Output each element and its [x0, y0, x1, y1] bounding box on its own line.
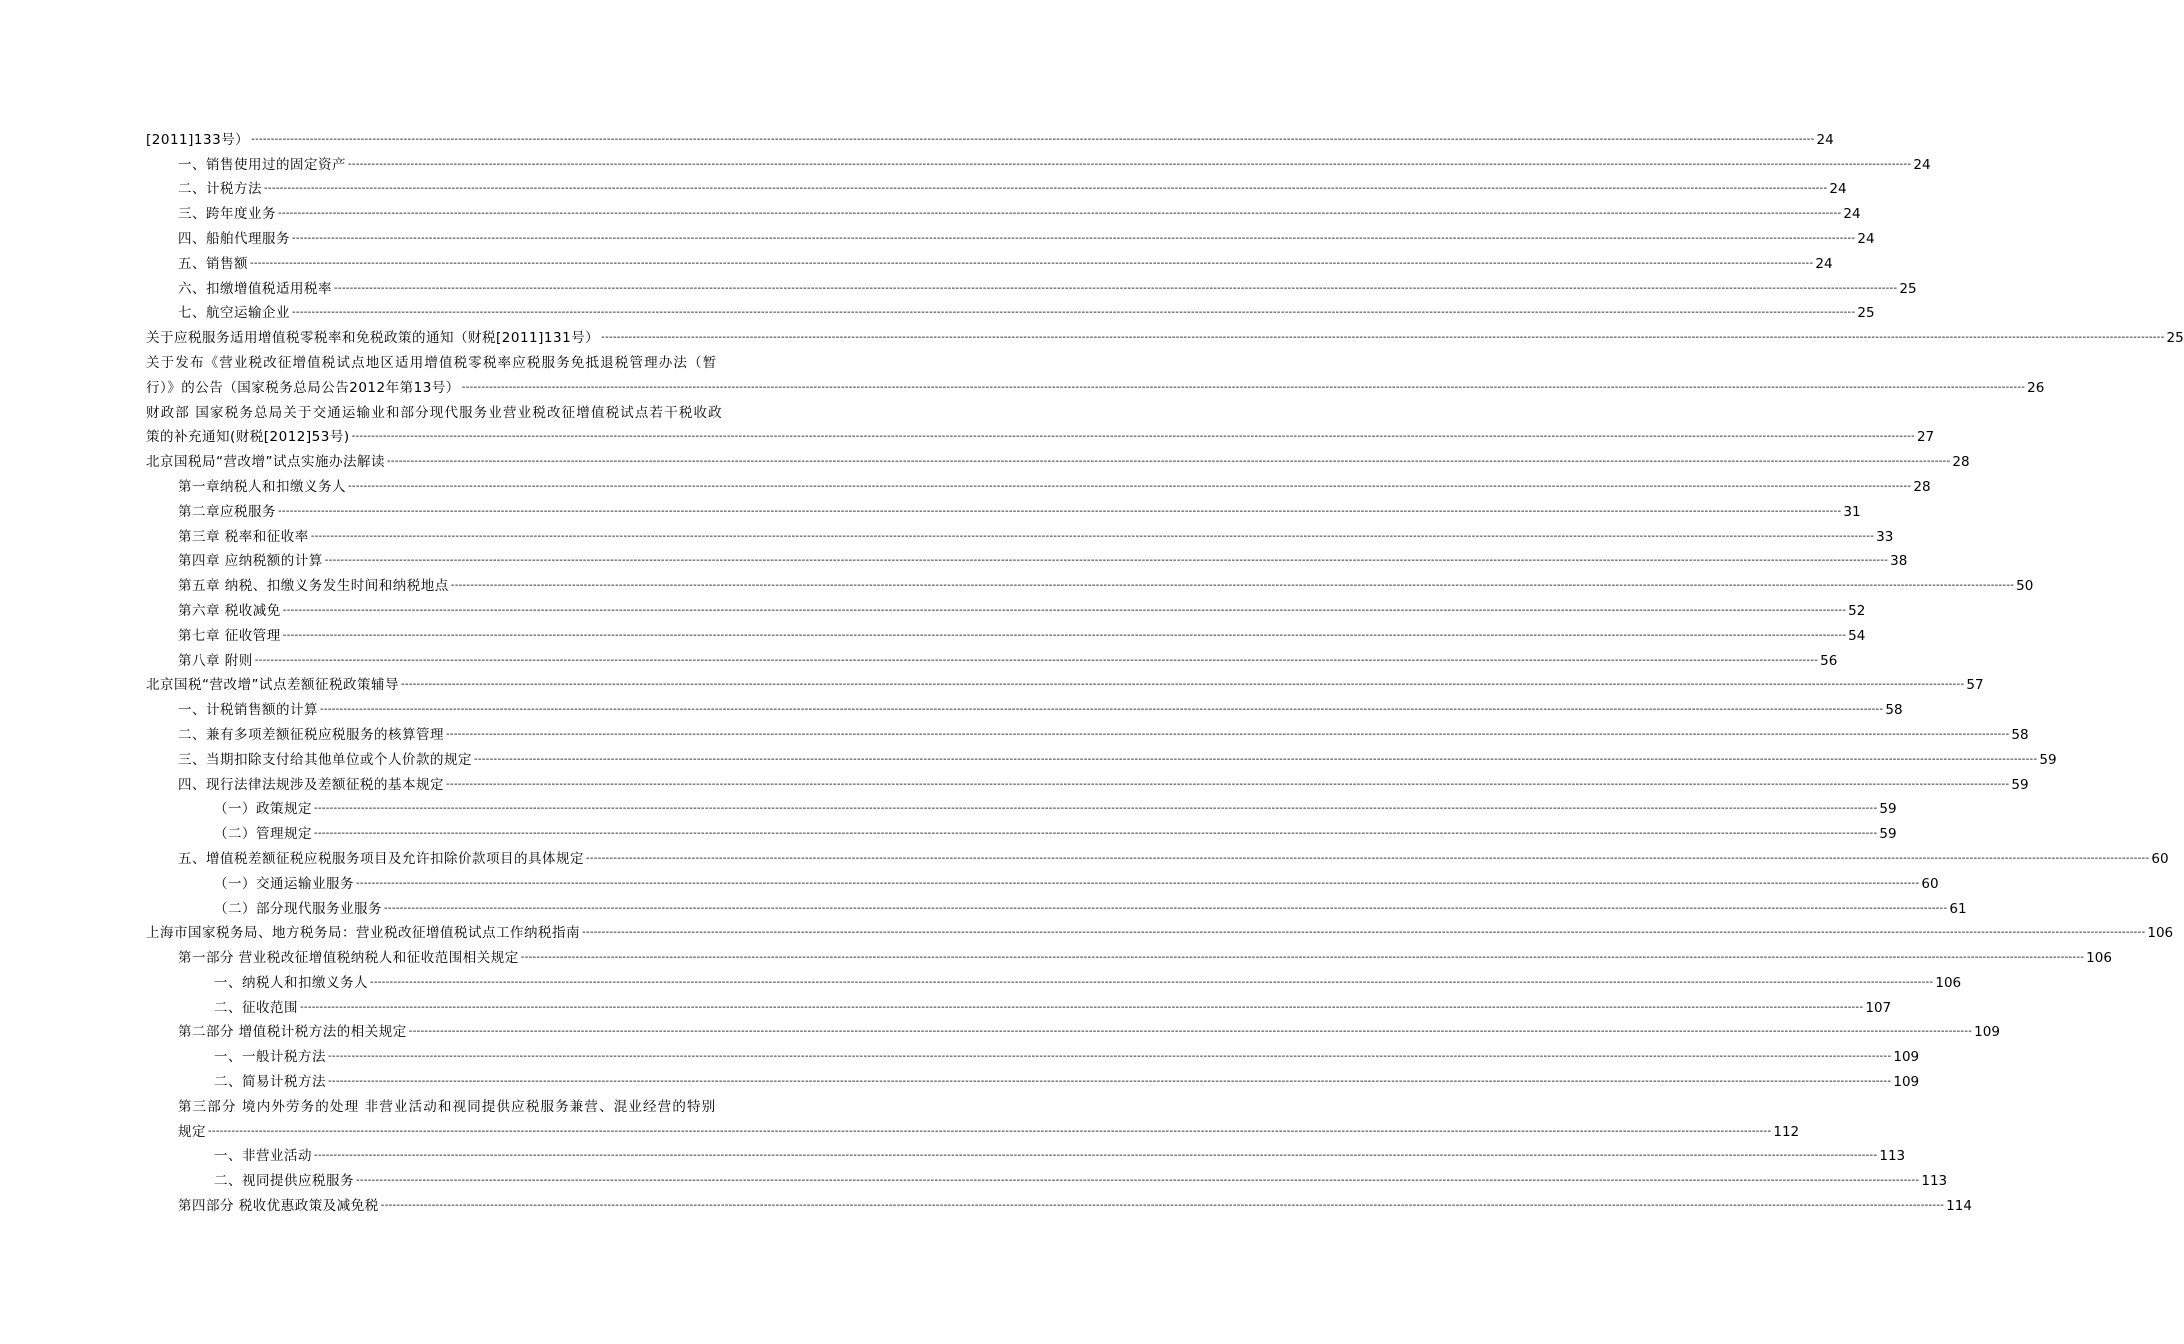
toc-page-number: 27 [1916, 429, 1935, 446]
toc-entry-title: 七、航空运输企业 [178, 305, 290, 322]
toc-page-number: 60 [1921, 875, 1939, 892]
toc-entry[interactable] [0, 570, 2034, 595]
toc-entry-title: 第四章 应纳税额的计算 [178, 553, 323, 570]
toc-entry[interactable] [0, 124, 1834, 149]
toc-page-number: 59 [2039, 751, 2057, 768]
toc-entry[interactable] [0, 397, 1935, 447]
dot-leader: ---------------------------------------------------------------------------------------------------------------------------------------------------------------------------------------------------------------------------------------------------------------------------------------------------------------------------------------------------------------------------------------------------------------- [320, 704, 1884, 716]
dot-leader: ---------------------------------------------------------------------------------------------------------------------------------------------------------------------------------------------------------------------------------------------------------------------------------------------------------------------------------------------------------------------------------------------------------------- [370, 976, 1934, 988]
toc-entry-title: 二、简易计税方法 [214, 1074, 326, 1091]
toc-entry[interactable] [0, 769, 2029, 794]
toc-entry-title: （二）部分现代服务业服务 [214, 900, 382, 917]
toc-entry-title: 四、船舶代理服务 [178, 230, 290, 247]
toc-entry[interactable] [0, 1190, 1972, 1215]
toc-page-number: 24 [1815, 255, 1833, 272]
toc-entry-title: 第四部分 税收优惠政策及减免税 [178, 1198, 379, 1215]
toc-page-number: 106 [2086, 950, 2112, 967]
toc-page-number: 24 [1857, 230, 1875, 247]
dot-leader: ---------------------------------------------------------------------------------------------------------------------------------------------------------------------------------------------------------------------------------------------------------------------------------------------------------------------------------------------------------------------------------------------------------------- [208, 1125, 1772, 1137]
toc-page-number: 50 [2016, 578, 2034, 595]
dot-leader: ---------------------------------------------------------------------------------------------------------------------------------------------------------------------------------------------------------------------------------------------------------------------------------------------------------------------------------------------------------------------------------------------------------------- [254, 654, 1819, 666]
toc-entry[interactable] [0, 893, 1967, 918]
toc-entry[interactable] [0, 273, 1917, 298]
toc-entry-title: 六、扣缴增值税适用税率 [178, 280, 332, 297]
toc-entry[interactable] [0, 967, 1962, 992]
toc-entry[interactable] [0, 719, 2029, 744]
toc-entry[interactable] [0, 198, 1861, 223]
dot-leader: ---------------------------------------------------------------------------------------------------------------------------------------------------------------------------------------------------------------------------------------------------------------------------------------------------------------------------------------------------------------------------------------------------------------- [292, 307, 1856, 319]
dot-leader: ---------------------------------------------------------------------------------------------------------------------------------------------------------------------------------------------------------------------------------------------------------------------------------------------------------------------------------------------------------------------------------------------------------------- [446, 778, 2010, 790]
toc-entry-title: 一、计税销售额的计算 [178, 702, 318, 719]
toc-page-number: 106 [1935, 974, 1962, 991]
toc-entry-title: 规定 [178, 1123, 206, 1140]
toc-entry[interactable] [0, 521, 1894, 546]
toc-page-number: 24 [1816, 131, 1834, 148]
toc-entry[interactable] [0, 645, 1838, 670]
dot-leader: ---------------------------------------------------------------------------------------------------------------------------------------------------------------------------------------------------------------------------------------------------------------------------------------------------------------------------------------------------------------------------------------------------------------- [328, 1051, 1892, 1063]
toc-entry[interactable] [0, 818, 1897, 843]
toc-page-number: 61 [1949, 900, 1967, 917]
toc-entry[interactable] [0, 347, 2045, 397]
toc-page-number: 109 [1893, 1049, 1920, 1066]
toc-entry-title: 五、销售额 [178, 255, 248, 272]
toc-entry-title: 第一章纳税人和扣缴义务人 [178, 478, 346, 495]
dot-leader: ---------------------------------------------------------------------------------------------------------------------------------------------------------------------------------------------------------------------------------------------------------------------------------------------------------------------------------------------------------------------------------------------------------------- [356, 1175, 1920, 1187]
dot-leader: ---------------------------------------------------------------------------------------------------------------------------------------------------------------------------------------------------------------------------------------------------------------------------------------------------------------------------------------------------------------------------------------------------------------- [314, 1150, 1878, 1162]
dot-leader: ---------------------------------------------------------------------------------------------------------------------------------------------------------------------------------------------------------------------------------------------------------------------------------------------------------------------------------------------------------------------------------------------------------------- [582, 927, 2146, 939]
toc-page-number: 107 [1865, 999, 1892, 1016]
dot-leader: ---------------------------------------------------------------------------------------------------------------------------------------------------------------------------------------------------------------------------------------------------------------------------------------------------------------------------------------------------------------------------------------------------------------- [292, 232, 1856, 244]
dot-leader: ---------------------------------------------------------------------------------------------------------------------------------------------------------------------------------------------------------------------------------------------------------------------------------------------------------------------------------------------------------------------------------------------------------------- [461, 381, 2026, 393]
dot-leader: ---------------------------------------------------------------------------------------------------------------------------------------------------------------------------------------------------------------------------------------------------------------------------------------------------------------------------------------------------------------------------------------------------------------- [300, 1001, 1864, 1013]
toc-page-number: 24 [1913, 156, 1931, 173]
toc-entry[interactable] [0, 1091, 1800, 1141]
toc-page-number: 58 [1885, 702, 1903, 719]
toc-entry-title: 财政部 国家税务总局关于交通运输业和部分现代服务业营业税改征增值税试点若干税收政 [146, 404, 723, 421]
toc-entry[interactable] [0, 1041, 1920, 1066]
toc-page-number: 28 [1952, 454, 1970, 471]
toc-entry[interactable] [0, 595, 1866, 620]
toc-page-number: 57 [1966, 677, 1984, 694]
toc-page-number: 33 [1876, 528, 1894, 545]
toc-entry[interactable] [0, 843, 2169, 868]
dot-leader: ---------------------------------------------------------------------------------------------------------------------------------------------------------------------------------------------------------------------------------------------------------------------------------------------------------------------------------------------------------------------------------------------------------------- [348, 158, 1912, 170]
toc-entry[interactable] [0, 670, 1984, 695]
dot-leader: ---------------------------------------------------------------------------------------------------------------------------------------------------------------------------------------------------------------------------------------------------------------------------------------------------------------------------------------------------------------------------------------------------------------- [251, 133, 1815, 145]
toc-entry-title: 一、一般计税方法 [214, 1049, 326, 1066]
toc-entry-title: 三、当期扣除支付给其他单位或个人价款的规定 [178, 751, 472, 768]
toc-page-number: 109 [1893, 1074, 1920, 1091]
toc-entry[interactable] [0, 546, 1908, 571]
toc-entry-title: 北京国税“营改增”试点差额征税政策辅导 [146, 677, 399, 694]
dot-leader: ---------------------------------------------------------------------------------------------------------------------------------------------------------------------------------------------------------------------------------------------------------------------------------------------------------------------------------------------------------------------------------------------------------------- [328, 1076, 1892, 1088]
dot-leader: ---------------------------------------------------------------------------------------------------------------------------------------------------------------------------------------------------------------------------------------------------------------------------------------------------------------------------------------------------------------------------------------------------------------- [324, 555, 1889, 567]
toc-entry-title: 行）》的公告（国家税务总局公告2012年第13号） [146, 379, 460, 396]
toc-entry-title: 第三部分 境内外劳务的处理 非营业活动和视同提供应税服务兼营、混业经营的特别 [178, 1098, 717, 1115]
toc-entry-title: 二、兼有多项差额征税应税服务的核算管理 [178, 726, 444, 743]
dot-leader: ---------------------------------------------------------------------------------------------------------------------------------------------------------------------------------------------------------------------------------------------------------------------------------------------------------------------------------------------------------------------------------------------------------------- [348, 480, 1912, 492]
dot-leader: ---------------------------------------------------------------------------------------------------------------------------------------------------------------------------------------------------------------------------------------------------------------------------------------------------------------------------------------------------------------------------------------------------------------- [314, 803, 1878, 815]
toc-page-number: 25 [1899, 280, 1917, 297]
toc-page-number: 24 [1829, 181, 1847, 198]
toc-entry[interactable] [0, 992, 1892, 1017]
toc-page-number: 54 [1848, 627, 1866, 644]
toc-entry[interactable] [0, 298, 1875, 323]
toc-entry-title: 四、现行法律法规涉及差额征税的基本规定 [178, 776, 444, 793]
toc-page-number: 113 [1879, 1148, 1906, 1165]
toc-page-number: 109 [1974, 1024, 2000, 1041]
toc-page-number: 28 [1913, 478, 1931, 495]
toc-entry[interactable] [0, 248, 1833, 273]
toc-entry[interactable] [0, 471, 1931, 496]
dot-leader: ---------------------------------------------------------------------------------------------------------------------------------------------------------------------------------------------------------------------------------------------------------------------------------------------------------------------------------------------------------------------------------------------------------------- [520, 952, 2085, 964]
toc-entry[interactable] [0, 942, 2112, 967]
toc-page-number: 52 [1848, 602, 1866, 619]
toc-entry-title: 二、计税方法 [178, 181, 262, 198]
dot-leader: ---------------------------------------------------------------------------------------------------------------------------------------------------------------------------------------------------------------------------------------------------------------------------------------------------------------------------------------------------------------------------------------------------------------- [356, 877, 1920, 889]
toc-entry[interactable] [0, 1066, 1920, 1091]
dot-leader: ---------------------------------------------------------------------------------------------------------------------------------------------------------------------------------------------------------------------------------------------------------------------------------------------------------------------------------------------------------------------------------------------------------------- [446, 728, 2010, 740]
toc-entry-title: 第二部分 增值税计税方法的相关规定 [178, 1024, 407, 1041]
toc-entry-title: 上海市国家税务局、地方税务局：营业税改征增值税试点工作纳税指南 [146, 925, 580, 942]
toc-entry[interactable] [0, 496, 1861, 521]
toc-page-number: 58 [2011, 726, 2029, 743]
toc-page-number: 26 [2027, 379, 2045, 396]
toc-entry-title: （二）管理规定 [214, 826, 312, 843]
toc-page-number: 60 [2151, 850, 2169, 867]
toc-entry[interactable] [0, 1017, 2000, 1042]
dot-leader: ---------------------------------------------------------------------------------------------------------------------------------------------------------------------------------------------------------------------------------------------------------------------------------------------------------------------------------------------------------------------------------------------------------------- [450, 580, 2015, 592]
dot-leader: ---------------------------------------------------------------------------------------------------------------------------------------------------------------------------------------------------------------------------------------------------------------------------------------------------------------------------------------------------------------------------------------------------------------- [314, 828, 1878, 840]
toc-entry-title: 第五章 纳税、扣缴义务发生时间和纳税地点 [178, 578, 449, 595]
toc-entry-title: 二、征收范围 [214, 999, 298, 1016]
toc-entry[interactable] [0, 868, 1939, 893]
toc-entry-title: 三、跨年度业务 [178, 206, 276, 223]
dot-leader: ---------------------------------------------------------------------------------------------------------------------------------------------------------------------------------------------------------------------------------------------------------------------------------------------------------------------------------------------------------------------------------------------------------------- [278, 208, 1842, 220]
toc-page-number: 113 [1921, 1173, 1948, 1190]
dot-leader: ---------------------------------------------------------------------------------------------------------------------------------------------------------------------------------------------------------------------------------------------------------------------------------------------------------------------------------------------------------------------------------------------------------------- [282, 629, 1847, 641]
dot-leader: ---------------------------------------------------------------------------------------------------------------------------------------------------------------------------------------------------------------------------------------------------------------------------------------------------------------------------------------------------------------------------------------------------------------- [250, 257, 1814, 269]
toc-page-number: 114 [1946, 1198, 1972, 1215]
toc-entry-title: 第二章应税服务 [178, 503, 276, 520]
toc-entry-title: 策的补充通知(财税[2012]53号) [146, 429, 350, 446]
toc-entry[interactable] [0, 1141, 1906, 1166]
toc-page-number: 106 [2147, 925, 2174, 942]
toc-entry-title: 第七章 征收管理 [178, 627, 281, 644]
toc-page-number: 112 [1773, 1123, 1800, 1140]
toc-entry-title: 关于应税服务适用增值税零税率和免税政策的通知（财税[2011]131号） [146, 330, 600, 347]
dot-leader: ---------------------------------------------------------------------------------------------------------------------------------------------------------------------------------------------------------------------------------------------------------------------------------------------------------------------------------------------------------------------------------------------------------------- [264, 183, 1828, 195]
toc-entry[interactable] [0, 1165, 1948, 1190]
toc-entry-title: 一、非营业活动 [214, 1148, 312, 1165]
dot-leader: ---------------------------------------------------------------------------------------------------------------------------------------------------------------------------------------------------------------------------------------------------------------------------------------------------------------------------------------------------------------------------------------------------------------- [586, 852, 2150, 864]
dot-leader: ---------------------------------------------------------------------------------------------------------------------------------------------------------------------------------------------------------------------------------------------------------------------------------------------------------------------------------------------------------------------------------------------------------------- [351, 431, 1915, 443]
table-of-contents [0, 124, 2184, 1215]
toc-page-number: 38 [1890, 553, 1908, 570]
dot-leader: ---------------------------------------------------------------------------------------------------------------------------------------------------------------------------------------------------------------------------------------------------------------------------------------------------------------------------------------------------------------------------------------------------------------- [282, 604, 1847, 616]
dot-leader: ---------------------------------------------------------------------------------------------------------------------------------------------------------------------------------------------------------------------------------------------------------------------------------------------------------------------------------------------------------------------------------------------------------------- [278, 505, 1842, 517]
dot-leader: ---------------------------------------------------------------------------------------------------------------------------------------------------------------------------------------------------------------------------------------------------------------------------------------------------------------------------------------------------------------------------------------------------------------- [387, 456, 1951, 468]
toc-page-number: 59 [1879, 826, 1897, 843]
toc-entry[interactable] [0, 149, 1931, 174]
toc-entry[interactable] [0, 223, 1875, 248]
toc-entry-title: （一）交通运输业服务 [214, 875, 354, 892]
toc-entry[interactable] [0, 174, 1847, 199]
toc-entry-title: 一、销售使用过的固定资产 [178, 156, 346, 173]
toc-page-number: 25 [1857, 305, 1875, 322]
toc-entry-title: 第八章 附则 [178, 652, 253, 669]
dot-leader: ---------------------------------------------------------------------------------------------------------------------------------------------------------------------------------------------------------------------------------------------------------------------------------------------------------------------------------------------------------------------------------------------------------------- [380, 1200, 1945, 1212]
toc-page-number: 59 [2011, 776, 2029, 793]
toc-page-number: 31 [1843, 503, 1861, 520]
toc-entry-title: 关于发布《营业税改征增值税试点地区适用增值税零税率应税服务免抵退税管理办法（暂 [146, 354, 718, 371]
dot-leader: ---------------------------------------------------------------------------------------------------------------------------------------------------------------------------------------------------------------------------------------------------------------------------------------------------------------------------------------------------------------------------------------------------------------- [408, 1026, 1973, 1038]
dot-leader: ---------------------------------------------------------------------------------------------------------------------------------------------------------------------------------------------------------------------------------------------------------------------------------------------------------------------------------------------------------------------------------------------------------------- [601, 332, 2165, 344]
toc-entry[interactable] [0, 794, 1897, 819]
toc-entry-title: 第六章 税收减免 [178, 602, 281, 619]
dot-leader: ---------------------------------------------------------------------------------------------------------------------------------------------------------------------------------------------------------------------------------------------------------------------------------------------------------------------------------------------------------------------------------------------------------------- [310, 530, 1875, 542]
toc-entry-title: 第三章 税率和征收率 [178, 528, 309, 545]
toc-entry-title: 一、纳税人和扣缴义务人 [214, 974, 368, 991]
toc-entry[interactable] [0, 620, 1866, 645]
dot-leader: ---------------------------------------------------------------------------------------------------------------------------------------------------------------------------------------------------------------------------------------------------------------------------------------------------------------------------------------------------------------------------------------------------------------- [474, 753, 2038, 765]
dot-leader: ---------------------------------------------------------------------------------------------------------------------------------------------------------------------------------------------------------------------------------------------------------------------------------------------------------------------------------------------------------------------------------------------------------------- [401, 679, 1965, 691]
toc-page-number: 59 [1879, 801, 1897, 818]
toc-entry-title: 二、视同提供应税服务 [214, 1173, 354, 1190]
toc-entry-title: 北京国税局“营改增”试点实施办法解读 [146, 454, 385, 471]
toc-entry-title: 第一部分 营业税改征增值税纳税人和征收范围相关规定 [178, 950, 519, 967]
toc-entry[interactable] [0, 446, 1970, 471]
toc-page-number: 25 [2166, 330, 2184, 347]
toc-entry[interactable] [0, 694, 1903, 719]
toc-page-number: 56 [1820, 652, 1838, 669]
dot-leader: ---------------------------------------------------------------------------------------------------------------------------------------------------------------------------------------------------------------------------------------------------------------------------------------------------------------------------------------------------------------------------------------------------------------- [384, 902, 1948, 914]
toc-page-number: 24 [1843, 206, 1861, 223]
toc-entry[interactable] [0, 744, 2057, 769]
dot-leader: ---------------------------------------------------------------------------------------------------------------------------------------------------------------------------------------------------------------------------------------------------------------------------------------------------------------------------------------------------------------------------------------------------------------- [334, 282, 1898, 294]
toc-entry[interactable] [0, 918, 2174, 943]
toc-entry[interactable] [0, 322, 2184, 347]
toc-entry-title: （一）政策规定 [214, 801, 312, 818]
toc-entry-title: 五、增值税差额征税应税服务项目及允许扣除价款项目的具体规定 [178, 850, 584, 867]
toc-entry-title: [2011]133号） [146, 131, 250, 148]
